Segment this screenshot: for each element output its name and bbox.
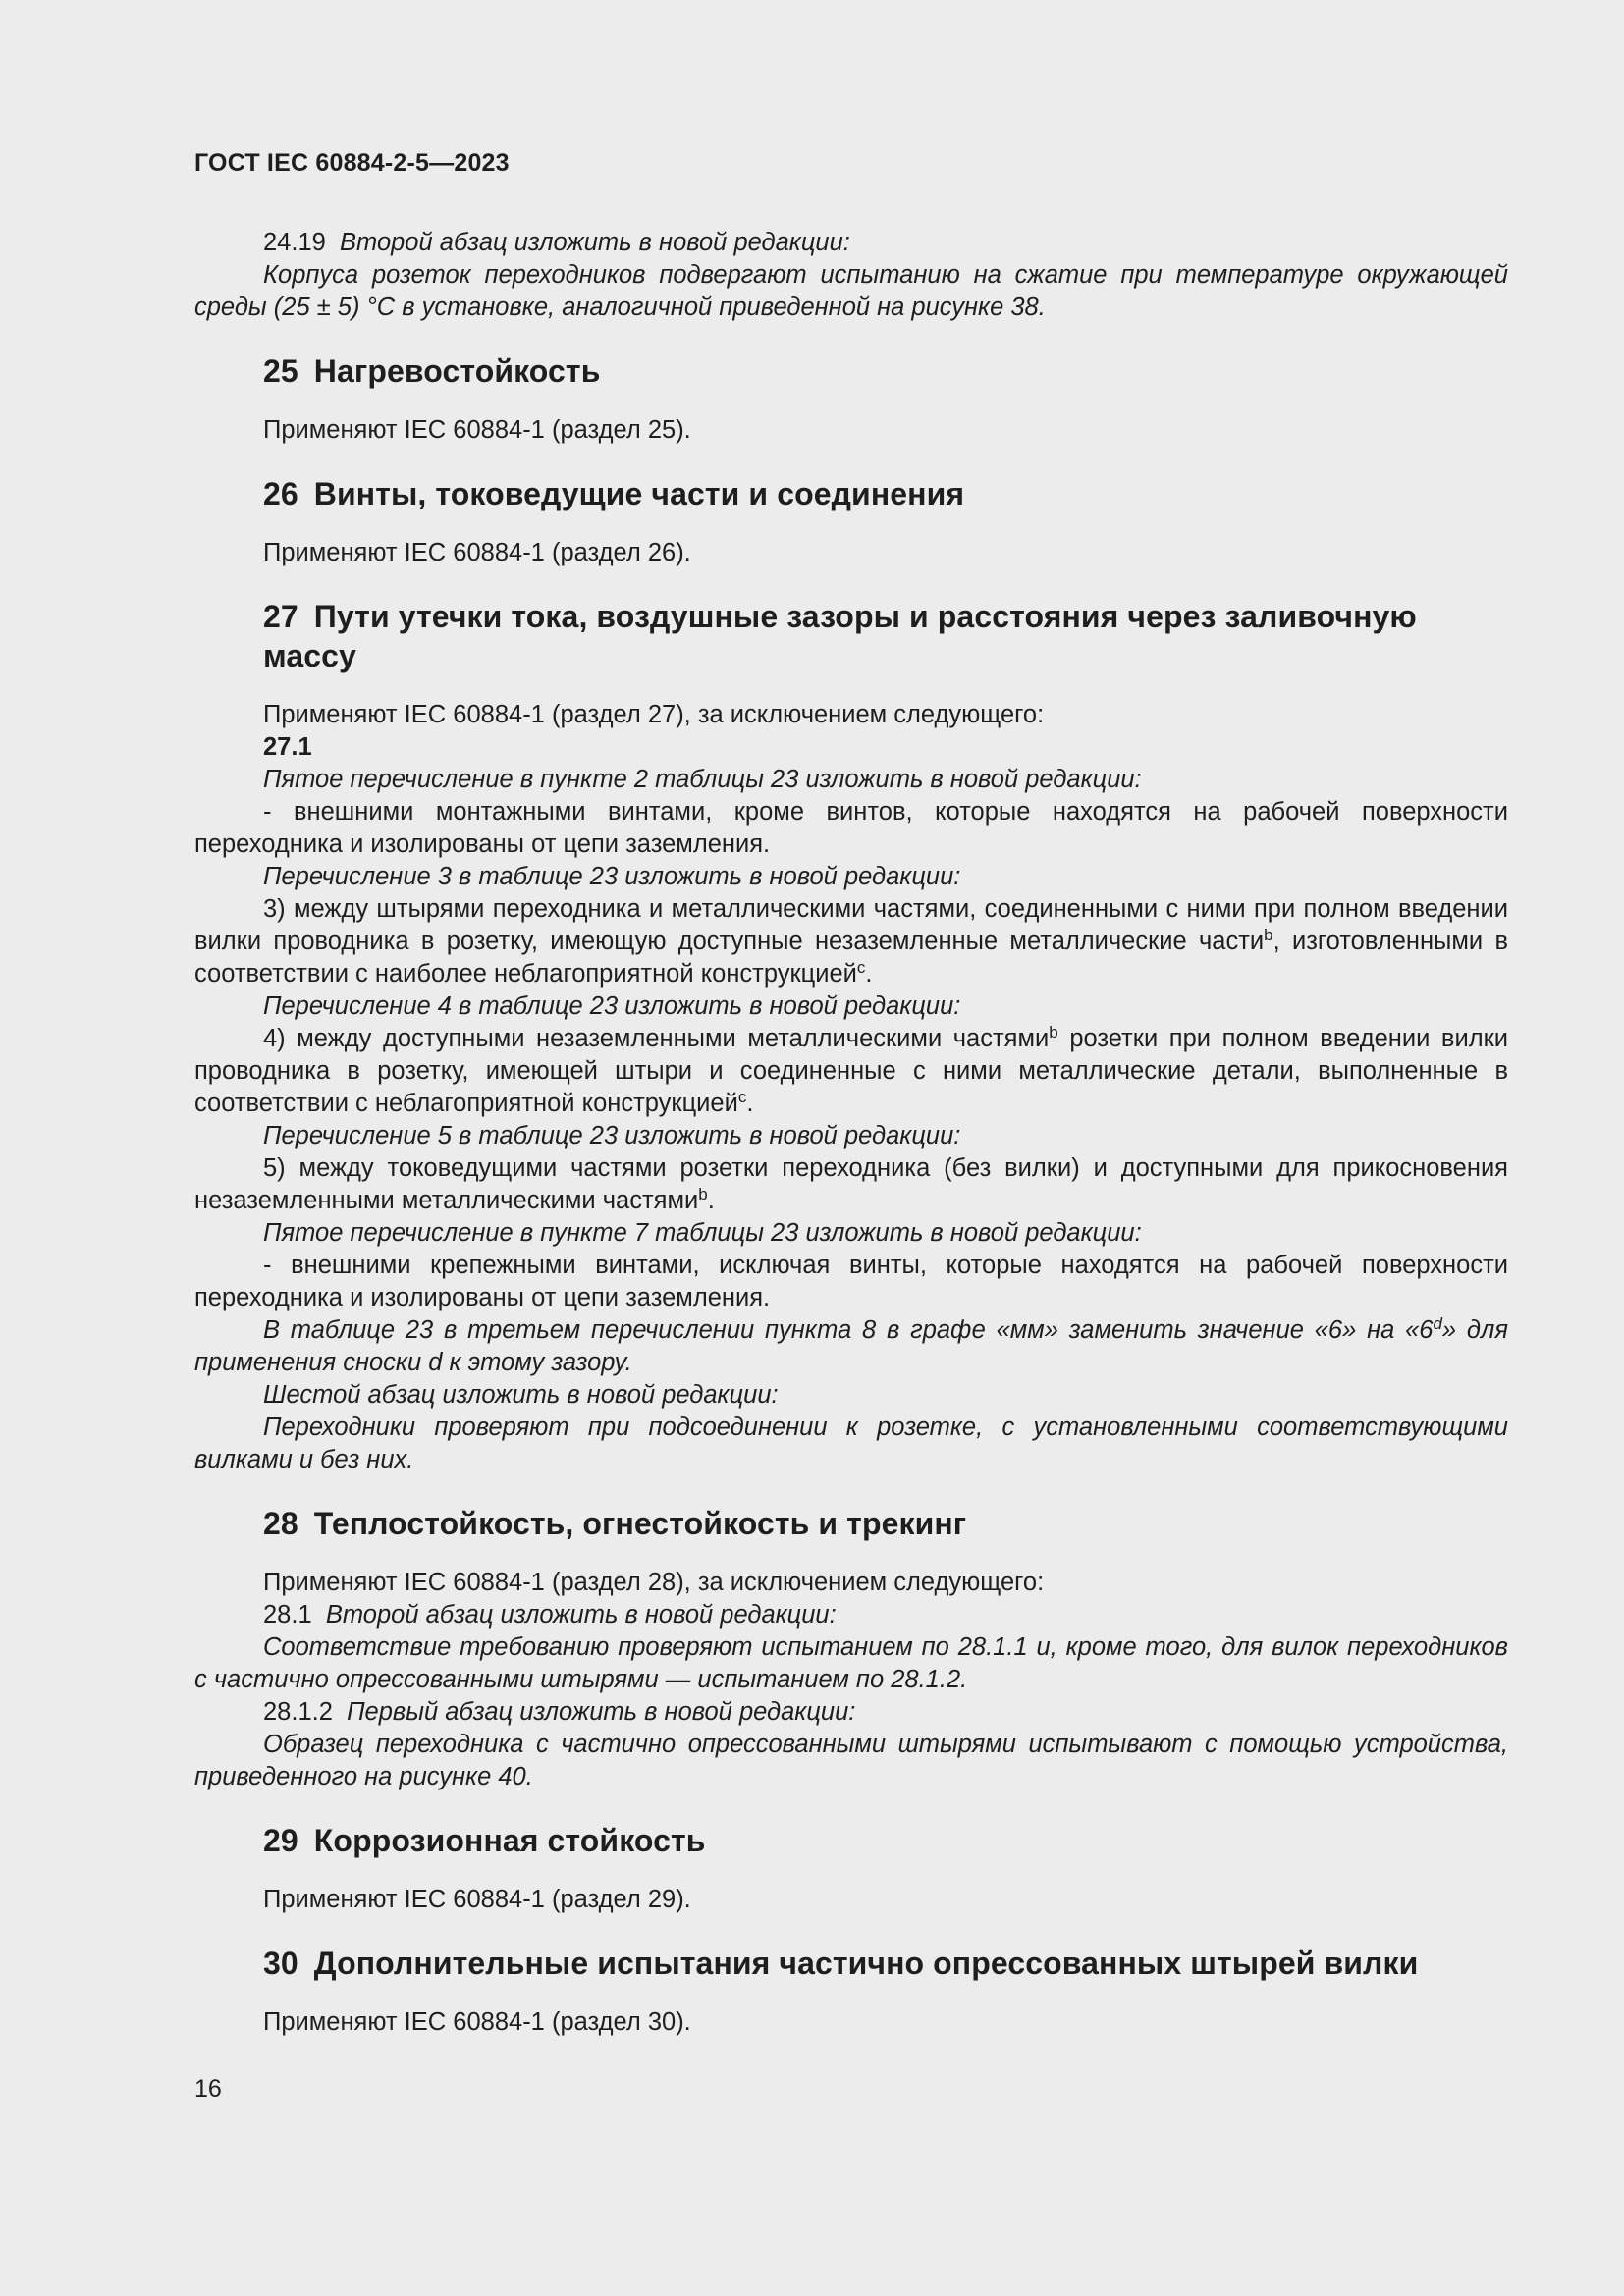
section-number: 27 — [263, 599, 298, 634]
footnote-ref: b — [1264, 926, 1273, 944]
section-number: 25 — [263, 353, 298, 389]
section-number: 26 — [263, 476, 298, 511]
clause-27-1-number: 27.1 — [263, 733, 312, 761]
section-25-body: Применяют IEC 60884-1 (раздел 25). — [263, 416, 691, 444]
section-26-body: Применяют IEC 60884-1 (раздел 26). — [263, 539, 691, 566]
clause-28-1-instruction: 28.1 Второй абзац изложить в новой редакции: — [263, 1601, 837, 1629]
section-title: Пути утечки тока, воздушные зазоры и расстояния через заливочную массу — [263, 599, 1417, 673]
instruction-line: Пятое перечисление в пункте 7 таблицы 23 изложить в новой редакции: — [263, 1219, 1142, 1247]
clause-number: 24.19 — [263, 229, 326, 256]
footnote-ref: b — [698, 1185, 708, 1203]
clause-28-1-text: Соответствие требованию проверяют испытанием по 28.1.1 и, кроме того, для вилок переходников с частично опрессованными штырями — испытанием по 28.1.2. — [194, 1633, 1508, 1693]
section-title: Теплостойкость, огнестойкость и трекинг — [313, 1506, 967, 1541]
section-27-heading — [194, 597, 1508, 675]
page-content — [194, 227, 1508, 2039]
section-title: Нагревостойкость — [313, 353, 601, 389]
section-28-heading — [194, 1504, 1508, 1543]
section-25-heading — [194, 351, 1508, 391]
amended-text: 4) между доступными незаземленными металлическими частями$^b$ розетки при полном введении вилки проводника в розетку, имеющей штыри и соединенные с ними металлические детали, выполненные в соответствии с неблагоприятной конструкцией$^c$. — [194, 1023, 1508, 1117]
instruction-line: Перечисление 3 в таблице 23 изложить в новой редакции: — [263, 863, 961, 890]
section-29-heading — [194, 1821, 1508, 1860]
section-27-intro: Применяют IEC 60884-1 (раздел 27), за исключением следующего: — [263, 701, 1045, 728]
section-number: 28 — [263, 1506, 298, 1541]
section-number: 30 — [263, 1946, 298, 1981]
instruction-line: В таблице 23 в третьем перечислении пункта 8 в графе «мм» заменить значение «6» на «6$^d$» для применения сноски d к этому зазору. — [194, 1314, 1508, 1376]
instruction-line: Шестой абзац изложить в новой редакции: — [263, 1381, 779, 1409]
section-29-body: Применяют IEC 60884-1 (раздел 29). — [263, 1886, 691, 1913]
footnote-ref: b — [1049, 1023, 1058, 1041]
amended-text: 5) между токоведущими частями розетки переходника (без вилки) и доступными для прикосновения незаземленными металлическими частями$^b$. — [194, 1154, 1508, 1214]
instruction-text: Второй абзац изложить в новой редакции: — [339, 229, 850, 256]
clause-24-19-text: Корпуса розеток переходников подвергают испытанию на сжатие при температуре окружающей среды (25 ± 5) °С в установке, аналогичной приведенной на рисунке 38. — [194, 261, 1508, 321]
section-number: 29 — [263, 1823, 298, 1858]
clause-24-19-instruction — [194, 227, 1508, 259]
instruction-line: Пятое перечисление в пункте 2 таблицы 23 изложить в новой редакции: — [263, 766, 1142, 793]
footnote-ref: c — [737, 1088, 747, 1106]
footnote-ref: d — [1433, 1314, 1442, 1333]
section-30-body: Применяют IEC 60884-1 (раздел 30). — [263, 2008, 691, 2036]
page-number: 16 — [194, 2075, 222, 2103]
running-header: ГОСТ IEC 60884-2-5—2023 — [194, 149, 510, 177]
footnote-ref: c — [856, 958, 866, 977]
instruction-line: Перечисление 4 в таблице 23 изложить в новой редакции: — [263, 992, 961, 1020]
section-title: Коррозионная стойкость — [313, 1823, 706, 1858]
section-title: Дополнительные испытания частично опрессованных штырей вилки — [313, 1946, 1419, 1981]
section-title: Винты, токоведущие части и соединения — [313, 476, 965, 511]
amended-text: - внешними монтажными винтами, кроме винтов, которые находятся на рабочей поверхности переходника и изолированы от цепи заземления. — [194, 798, 1508, 858]
amended-text: 3) между штырями переходника и металлическими частями, соединенными с ними при полном введении вилки проводника в розетку, имеющую доступные незаземленные металлические части$^b$, изготовленными в соответствии с наиболее неблагоприятной конструкцией$^c$. — [194, 895, 1508, 988]
section-28-intro: Применяют IEC 60884-1 (раздел 28), за исключением следующего: — [263, 1569, 1045, 1596]
clause-28-1-2-text: Образец переходника с частично опрессованными штырями испытывают с помощью устройства, приведенного на рисунке 40. — [194, 1731, 1508, 1790]
clause-28-1-2-instruction: 28.1.2 Первый абзац изложить в новой редакции: — [263, 1698, 856, 1726]
amended-text: Переходники проверяют при подсоединении к розетке, с установленными соответствующими вилками и без них. — [194, 1414, 1508, 1473]
amended-text: - внешними крепежными винтами, исключая винты, которые находятся на рабочей поверхности переходника и изолированы от цепи заземления. — [194, 1252, 1508, 1311]
section-30-heading — [194, 1944, 1508, 1983]
instruction-line: Перечисление 5 в таблице 23 изложить в новой редакции: — [263, 1122, 961, 1149]
section-26-heading — [194, 474, 1508, 513]
